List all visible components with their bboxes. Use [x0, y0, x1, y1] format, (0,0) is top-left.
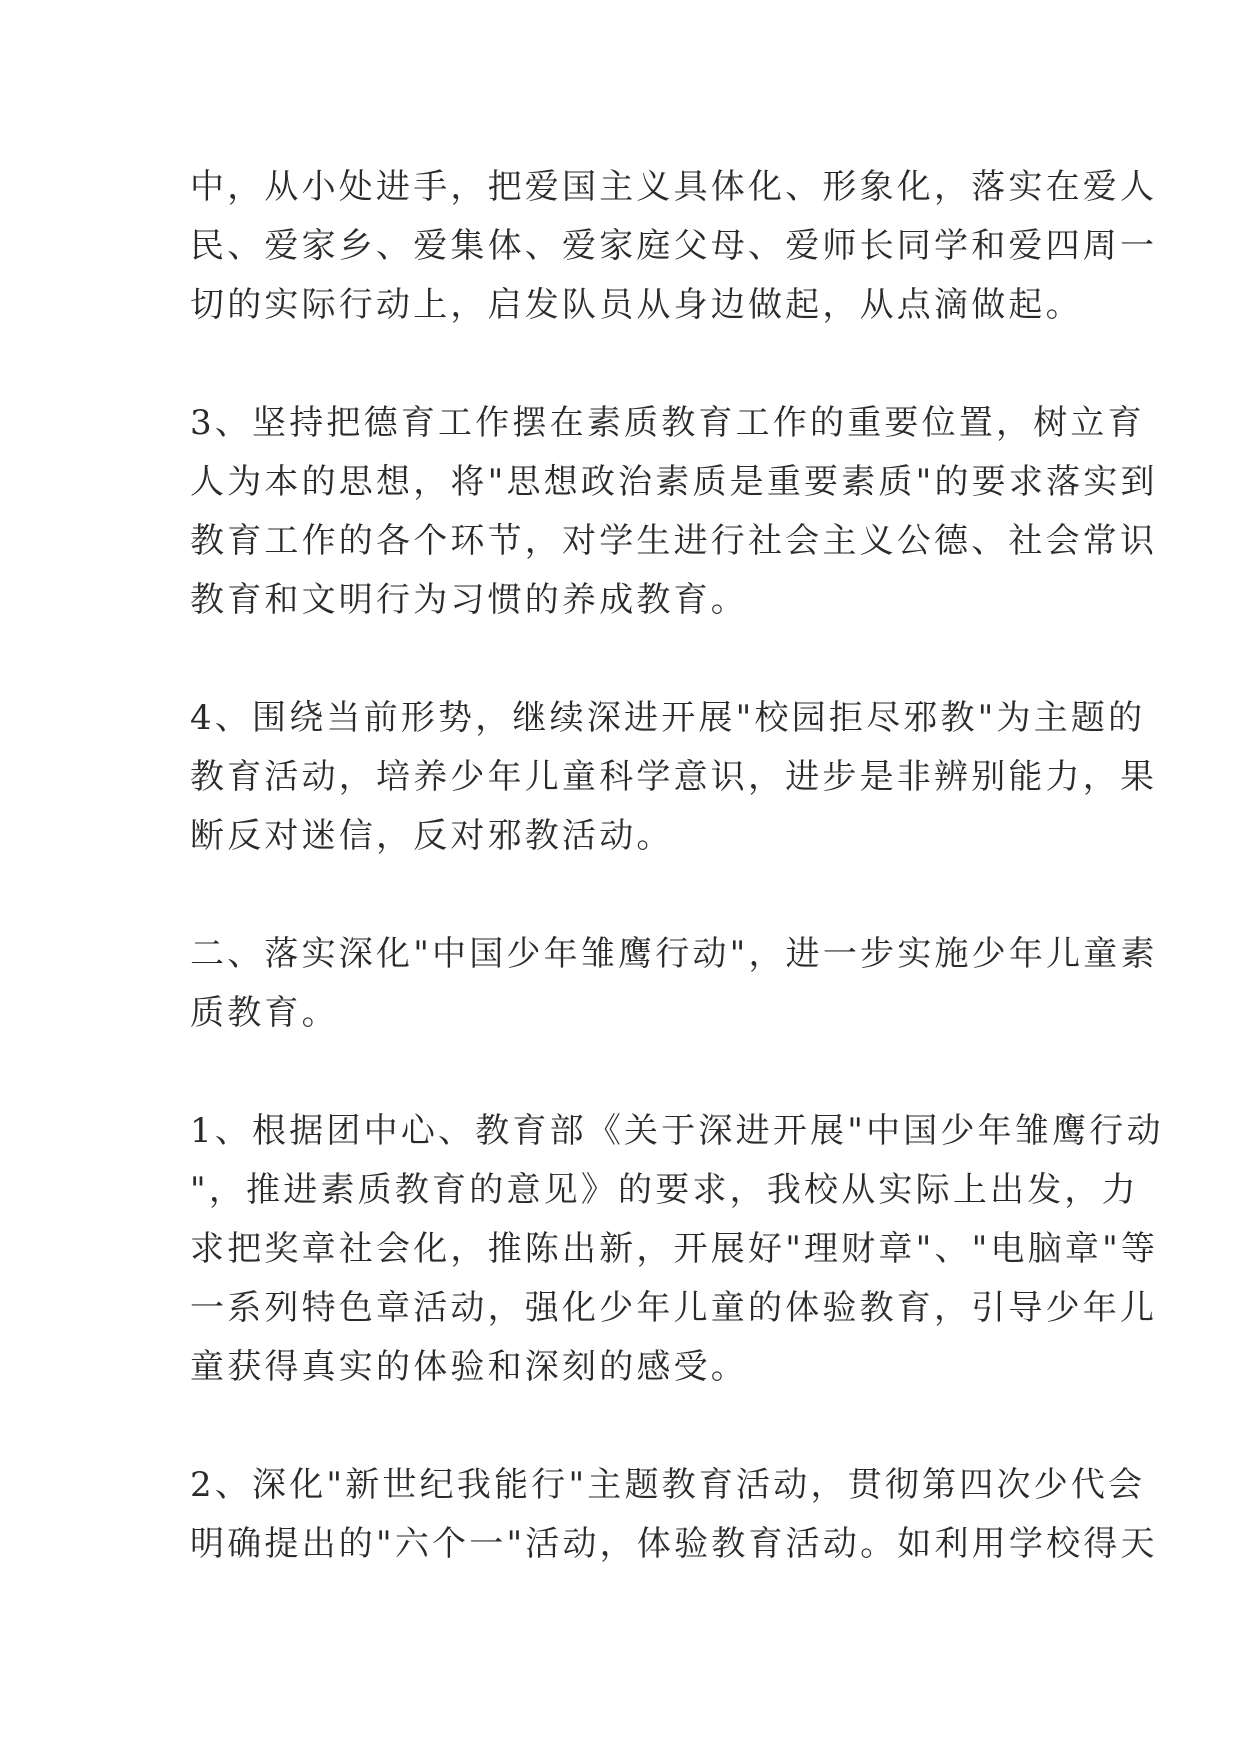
text-line: 民、爱家乡、爱集体、爱家庭父母、爱师长同学和爱四周一 [190, 226, 1158, 266]
text-line: "，推进素质教育的意见》的要求，我校从实际上出发，力 [190, 1170, 1139, 1210]
text-line: 切的实际行动上，启发队员从身边做起，从点滴做起。 [190, 285, 1083, 325]
section-heading-two [190, 925, 1158, 1043]
text-line: 明确提出的"六个一"活动，体验教育活动。如利用学校得天 [190, 1524, 1158, 1564]
text-line: 1、根据团中心、教育部《关于深进开展"中国少年雏鹰行动 [190, 1111, 1164, 1151]
text-line: 一系列特色章活动，强化少年儿童的体验教育，引导少年儿 [190, 1288, 1158, 1328]
text-line: 中，从小处进手，把爱国主义具体化、形象化，落实在爱人 [190, 167, 1158, 207]
text-line: 4、围绕当前形势，继续深进开展"校园拒尽邪教"为主题的 [190, 698, 1146, 738]
text-line: 人为本的思想，将"思想政治素质是重要素质"的要求落实到 [190, 462, 1158, 502]
paragraph-patriotism-intro [190, 158, 1158, 335]
paragraph-item-3-moral-education [190, 394, 1158, 630]
paragraph-item-1-young-eagle [190, 1102, 1164, 1397]
text-line: 教育活动，培养少年儿童科学意识，进步是非辨别能力，果 [190, 757, 1158, 797]
text-line: 教育和文明行为习惯的养成教育。 [190, 580, 748, 620]
text-line: 童获得真实的体验和深刻的感受。 [190, 1347, 748, 1387]
paragraph-item-4-anti-cult [190, 689, 1158, 866]
paragraph-item-2-new-century [190, 1456, 1158, 1574]
text-line: 求把奖章社会化，推陈出新，开展好"理财章"、"电脑章"等 [190, 1229, 1159, 1269]
text-line: 质教育。 [190, 993, 339, 1033]
text-line: 断反对迷信，反对邪教活动。 [190, 816, 674, 856]
text-line: 教育工作的各个环节，对学生进行社会主义公德、社会常识 [190, 521, 1158, 561]
text-line: 2、深化"新世纪我能行"主题教育活动，贯彻第四次少代会 [190, 1465, 1146, 1505]
text-line: 3、坚持把德育工作摆在素质教育工作的重要位置，树立育 [190, 403, 1145, 443]
text-line: 二、落实深化"中国少年雏鹰行动"，进一步实施少年儿童素 [190, 934, 1158, 974]
